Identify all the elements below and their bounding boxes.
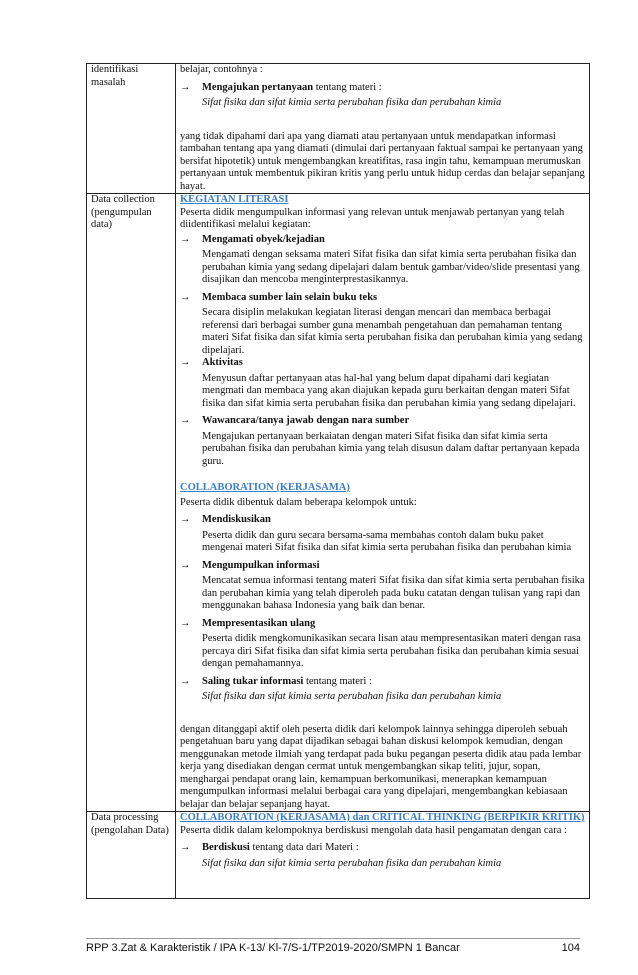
item-description: Secara disiplin melakukan kegiatan literasi dengan mencari dan membaca berbagai referensi dari berbagai sumber guna menambah pengetahuan dan pemahaman tentang materi Sifat fisika dan sifat kimia serta perubahan fisika dan perubahan kimia yang sedang dipelajari. [202, 307, 583, 356]
list-item [180, 618, 585, 631]
item-description: Peserta didik dan guru secara bersama-sama membahas contoh dalam buku paket mengenai materi Sifat fisika dan sifat kimia serta perubahan fisika dan perubahan kimia [202, 529, 572, 553]
list-item [180, 357, 585, 370]
item-title: Mendiskusikan [202, 514, 271, 525]
item-description: Peserta didik mengkomunikasikan secara lisan atau mempresentasikan materi dengan rasa percaya diri Sifat fisika dan sifat kimia serta perubahan fisika dan perubahan kimia sesuai dengan pemahamannya. [202, 633, 581, 669]
item-description: Mengamati dengan seksama materi Sifat fisika dan sifat kimia serta perubahan fisika dan perubahan kimia yang sedang dipelajari dalam bentuk gambar/video/slide presentasi yang disajikan dan mencoba menginterprestasikannya. [202, 249, 580, 285]
item-title: Wawancara/tanya jawab dengan nara sumber [202, 415, 410, 426]
row-content [176, 194, 590, 812]
intro-text: Peserta didik dalam kelompoknya berdiskusi mengolah data hasil pengamatan dengan cara : [180, 824, 567, 836]
arrow-icon: → [180, 559, 191, 571]
item-description: Sifat fisika dan sifat kimia serta perubahan fisika dan perubahan kimia [202, 97, 502, 108]
arrow-icon: → [180, 617, 191, 629]
arrow-icon: → [180, 357, 191, 368]
list-item [180, 415, 585, 428]
list-item [180, 842, 585, 855]
item-suffix: tentang materi : [313, 81, 382, 93]
list-item [180, 292, 585, 305]
arrow-icon: → [180, 842, 191, 853]
table-row [87, 194, 590, 812]
arrow-icon: → [180, 675, 191, 687]
arrow-icon: → [180, 291, 191, 303]
item-title: Aktivitas [202, 357, 243, 368]
arrow-icon: → [180, 233, 191, 245]
arrow-icon: → [180, 81, 191, 93]
arrow-icon: → [180, 514, 191, 525]
item-title: Mengajukan pertanyaan [202, 81, 314, 93]
item-title: Berdiskusi [202, 842, 250, 853]
page-footer [86, 938, 580, 954]
intro-text: Peserta didik dibentuk dalam beberapa kelompok untuk: [180, 496, 417, 508]
closing-text: dengan ditanggapi aktif oleh peserta didik dari kelompok lainnya sehingga diperoleh sebuah pengetahuan baru yang dapat dijadikan sebagai bahan diskusi kelompok kemudian, dengan menggunakan metode ilmiah yang terdapat pada buku pegangan peserta didik atau pada lembar kerja yang disediakan dengan cermat untuk mengembangkan sikap teliti, jujur, sopan, menghargai pendapat orang lain, kemampuan berkomunikasi, menerapkan kemampuan mengumpulkan informasi melalui berbagai cara yang dipelajari, mengembangkan kebiasaan belajar dan belajar sepanjang hayat. [180, 723, 582, 810]
row-label: Data processing (pengolahan Data) [87, 812, 176, 899]
arrow-icon: → [180, 415, 191, 426]
item-description: Sifat fisika dan sifat kimia serta perubahan fisika dan perubahan kimia [202, 691, 502, 702]
list-item [180, 676, 585, 689]
table-row [87, 812, 590, 899]
list-item [180, 560, 585, 573]
item-description: Mencatat semua informasi tentang materi Sifat fisika dan sifat kimia serta perubahan fisika dan perubahan kimia yang telah diperoleh pada buku catatan dengan tulisan yang rapi dan menggunakan bahasa Indonesia yang baik dan benar. [202, 575, 585, 611]
item-suffix: tentang materi : [303, 675, 372, 687]
page-number: 104 [561, 942, 580, 954]
list-item [180, 234, 585, 247]
row-content [176, 812, 590, 899]
section-heading: KEGIATAN LITERASI [180, 194, 289, 205]
table-row [87, 64, 590, 194]
list-item [180, 82, 585, 95]
section-heading: COLLABORATION (KERJASAMA) [180, 482, 350, 493]
row-label: Data collection (pengumpulan data) [87, 194, 176, 812]
list-item [180, 514, 585, 527]
intro-text: Peserta didik mengumpulkan informasi yang relevan untuk menjawab pertanyan yang telah diidentifikasi melalui kegiatan: [180, 206, 565, 230]
row-label: identifikasi masalah [87, 64, 176, 194]
row-content [176, 64, 590, 194]
item-title: Mengumpulkan informasi [202, 559, 320, 571]
closing-text: yang tidak dipahami dari apa yang diamati atau pertanyaan untuk mendapatkan informasi tambahan tentang apa yang diamati (dimulai dari pertanyaan faktual sampai ke pertanyaan yang bersifat hipotetik) untuk mengembangkan kreatifitas, rasa ingin tahu, kemampuan merumuskan pertanyaan untuk membentuk pikiran kritis yang perlu untuk hidup cerdas dan belajar sepanjang hayat. [180, 130, 585, 192]
intro-text: belajar, contohnya : [180, 64, 263, 75]
item-title: Mempresentasikan ulang [202, 617, 316, 629]
item-title: Saling tukar informasi [202, 675, 304, 687]
item-description: Mengajukan pertanyaan berkaiatan dengan materi Sifat fisika dan sifat kimia serta perubahan fisika dan perubahan kimia yang telah disusun dalam daftar pertanyaan kepada guru. [202, 430, 580, 467]
lesson-plan-table [86, 63, 590, 899]
item-title: Mengamati obyek/kejadian [202, 233, 325, 245]
item-description: Menyusun daftar pertanyaan atas hal-hal yang belum dapat dipahami dari kegiatan mengmati dan membaca yang akan diajukan kepada guru berkaitan dengan materi Sifat fisika dan sifat kimia serta perubahan fisika dan perubahan kimia yang sedang dipelajari. [202, 372, 576, 409]
section-heading: COLLABORATION (KERJASAMA) dan CRITICAL THINKING (BERPIKIR KRITIK) [180, 812, 585, 823]
footer-text: RPP 3.Zat & Karakteristik / IPA K-13/ Kl-7/S-1/TP2019-2020/SMPN 1 Bancar [86, 942, 460, 954]
item-description: Sifat fisika dan sifat kimia serta perubahan fisika dan perubahan kimia [202, 857, 502, 869]
item-suffix: tentang data dari Materi : [249, 842, 359, 853]
item-title: Membaca sumber lain selain buku teks [202, 291, 378, 303]
